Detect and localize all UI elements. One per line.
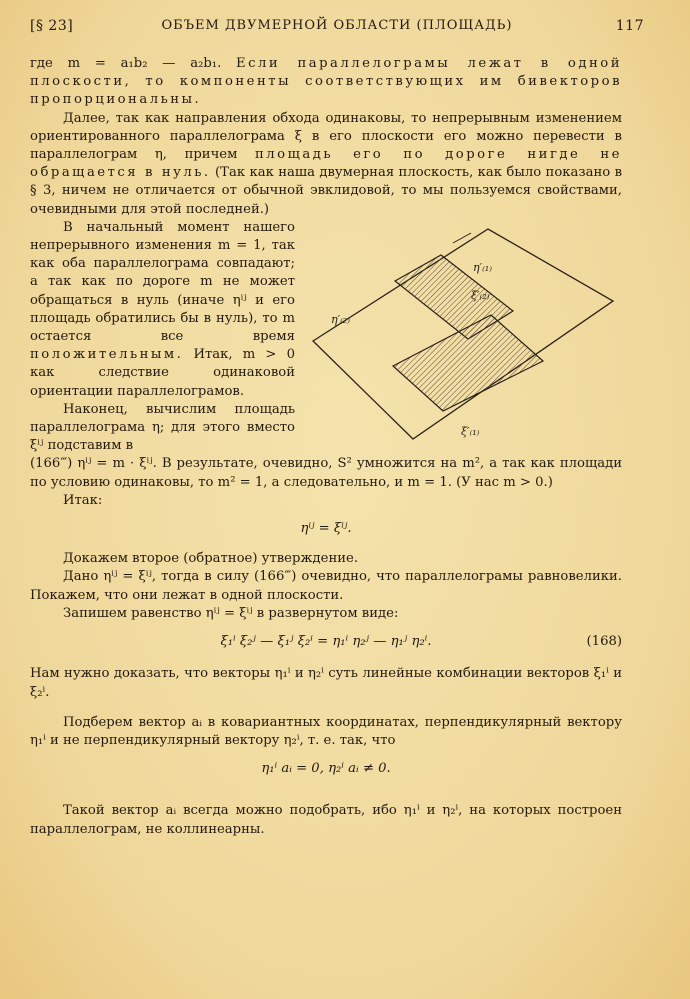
p3-text-a: В начальный момент нашего непрерывного изменения m = 1, так как оба параллелограма совпадают; а так как по дороге m не может обращаться в нуль (иначе ηⁱʲ и его площадь обратились бы в нуль), то m остается все время: [30, 219, 295, 345]
figure-drawing: [303, 221, 623, 441]
paragraph-6: Докажем второе (обратное) утверждение.: [63, 551, 359, 567]
formula-3: η₁ⁱ aᵢ = 0, η₂ⁱ aᵢ ≠ 0.: [261, 761, 391, 777]
text-with-figure: [30, 219, 622, 456]
formula-168: [30, 633, 622, 651]
formula-168-body: ξ₁ⁱ ξ₂ʲ — ξ₁ʲ ξ₂ⁱ = η₁ⁱ η₂ʲ — η₁ʲ η₂ⁱ.: [220, 634, 432, 650]
paragraph-5: Итак:: [63, 492, 103, 508]
page-header: [30, 18, 644, 40]
p2-text-c: (Так как наша двумерная плоскость, как было показано в § 3, ничем не отличается от обычной эвклидовой, то мы пользуемся свойствами, очевидными для этой последней.): [30, 165, 622, 217]
p3-spaced-text: положительным.: [30, 347, 184, 363]
parallelogram-figure: [303, 221, 623, 456]
label-eta1: η′₍₁₎: [473, 260, 492, 274]
parallelogram-xi: [393, 315, 543, 411]
paragraph-10: Подберем вектор aᵢ в ковариантных координатах, перпендикулярный вектору η₁ⁱ и не перпендикулярный вектору η₂ⁱ, т. е. так, что: [30, 714, 622, 748]
running-title: ОБЪЕМ ДВУМЕРНОЙ ОБЛАСТИ (ПЛОЩАДЬ): [161, 18, 513, 33]
page-body: [30, 55, 622, 839]
label-xi1: ξ′₍₁₎: [461, 424, 480, 438]
p3-text-c: Итак, m > 0 как следствие одинаковой ориентации параллелограмов.: [30, 347, 295, 399]
paragraph-2: [30, 110, 622, 219]
wrapped-text: [30, 219, 295, 456]
label-eta2: η′₍₂₎: [331, 312, 350, 326]
paragraph-4a: Наконец, вычислим площадь параллелограма η; для этого вместо ξⁱʲ подставим в: [30, 401, 295, 454]
equation-number: (168): [586, 634, 622, 650]
paragraph-11: Такой вектор aᵢ всегда можно подобрать, ибо η₁ⁱ и η₂ⁱ, на которых построен параллелограм, не коллинеарны.: [30, 803, 622, 837]
section-ref: [§ 23]: [30, 18, 74, 34]
p2-text-a: Далее, так как направления обхода одинаковы, то непрерывным изменением ориентированного параллелограма ξ в его плоскости его можно перевести в параллелограм η, причем: [30, 110, 622, 163]
p1-formula-text: где m = a₁b₂ — a₂b₁.: [30, 56, 222, 71]
p2-spaced-text: площадь его по дороге нигде не обращается в нуль.: [30, 147, 622, 181]
p1-spaced-text: Если параллелограмы лежат в одной плоскости, то компоненты соответствующих им бивекторов пропорциональны.: [30, 56, 622, 108]
paragraph-7: Дано ηⁱʲ = ξⁱʲ, тогда в силу (166‴) очевидно, что параллелограмы равновелики. Покажем, что они лежат в одной плоскости.: [30, 569, 622, 603]
formula-1: ηⁱʲ = ξⁱʲ.: [300, 521, 352, 537]
paragraph-9: Нам нужно доказать, что векторы η₁ⁱ и η₂ⁱ суть линейные комбинации векторов ξ₁ⁱ и ξ₂ⁱ.: [30, 666, 622, 700]
label-xi2: ξ′₍₂₎: [471, 288, 490, 302]
paragraph-8: Запишем равенство ηⁱʲ = ξⁱʲ в развернутом виде:: [63, 605, 399, 621]
paragraph-3: [30, 219, 295, 401]
page-number: 117: [615, 18, 644, 34]
paragraph-4b: (166‴) ηⁱʲ = m · ξⁱʲ. В результате, очевидно, S² умножится на m², а так как площади по условию одинаковы, то m² = 1, а следовательно, и m = 1. (У нас m > 0.): [30, 456, 622, 490]
paragraph-1: [30, 55, 622, 110]
